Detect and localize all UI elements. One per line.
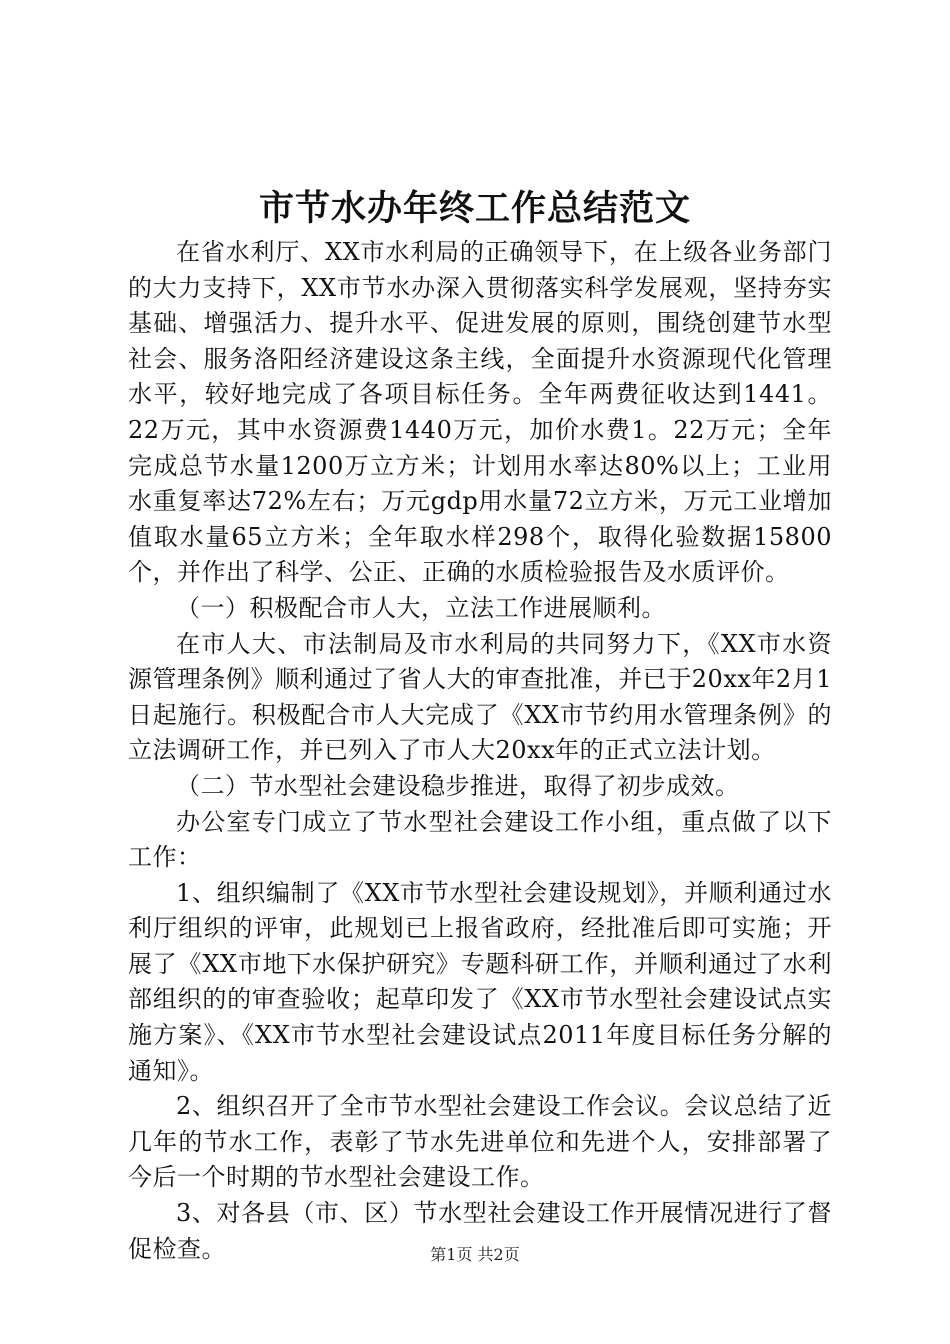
document-title: 市节水办年终工作总结范文 — [258, 188, 691, 229]
section-heading-2: （二）节水型社会建设稳步推进，取得了初步成效。 — [176, 771, 740, 800]
intro-paragraph: 在省水利厅、XX市水利局的正确领导下，在上级各业务部门的大力支持下，XX市节水办深入贯彻落实科学发展观，坚持夯实基础、增强活力、提升水平、促进发展的原则，围绕创建节水型社会、服务洛阳经济建设这条主线，全面提升水资源现代化管理水平，较好地完成了各项目标任务。全年两费征收达到1441。22万元，其中水资源费1440万元，加价水费1。22万元；全年完成总节水量1200万立方米；计划用水率达80%以上；工业用水重复率达72%左右；万元gdp用水量72立方米，万元工业增加值取水量65立方米；全年取水样298个，取得化验数据15800个，并作出了科学、公正、正确的水质检验报告及水质评价。 — [128, 238, 832, 587]
section-heading-1: （一）积极配合市人大，立法工作进展顺利。 — [176, 593, 666, 622]
section-1-paragraph: 在市人大、市法制局及市水利局的共同努力下，《XX市水资源管理条例》顺利通过了省人大的审查批准，并已于20xx年2月1日起施行。积极配合市人大完成了《XX市节约用水管理条例》的立法调研工作，并已列入了市人大20xx年的正式立法计划。 — [128, 629, 832, 765]
document-body — [128, 235, 832, 1267]
section-2-intro-paragraph: 办公室专门成立了节水型社会建设工作小组，重点做了以下工作： — [128, 807, 832, 872]
page-number-footer: 第1页 共2页 — [430, 1245, 520, 1264]
list-item-1: 1、组织编制了《XX市节水型社会建设规划》，并顺利通过水利厅组织的评审，此规划已上报省政府，经批准后即可实施；开展了《XX市地下水保护研究》专题科研工作，并顺利通过了水利部组织的的审查验收；起草印发了《XX市节水型社会建设试点实施方案》、《XX市节水型社会建设试点2011年度目标任务分解的通知》。 — [128, 878, 832, 1085]
list-item-3: 3、对各县（市、区）节水型社会建设工作开展情况进行了督促检查。 — [128, 1199, 832, 1263]
list-item-2: 2、组织召开了全市节水型社会建设工作会议。会议总结了近几年的节水工作，表彰了节水先进单位和先进个人，安排部署了今后一个时期的节水型社会建设工作。 — [128, 1092, 832, 1192]
